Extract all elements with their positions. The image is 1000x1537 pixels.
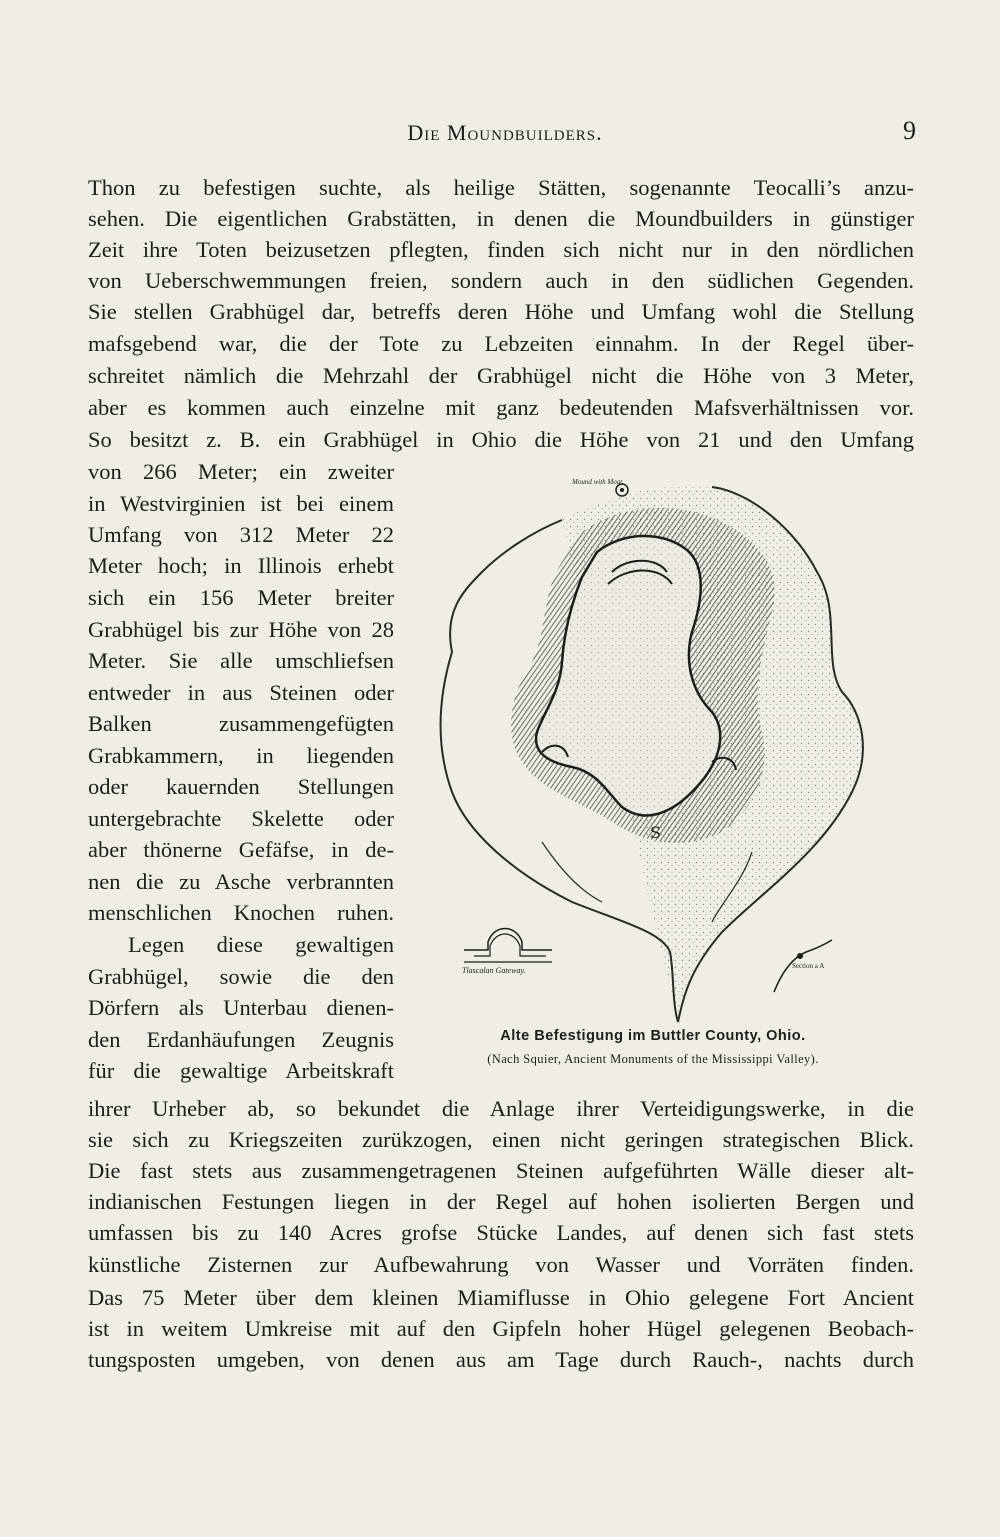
- text-line: Meter hoch; in Illinois erhebt: [88, 553, 394, 578]
- text-line: ihrer Urheber ab, so bekundet die Anlage ihrer Verteidigungswerke, in die: [88, 1096, 914, 1121]
- text-line: Die fast stets aus zusammengetragenen Steinen aufgeführten Wälle dieser alt-: [88, 1158, 914, 1183]
- text-line: Umfang von 312 Meter 22: [88, 522, 394, 547]
- figure-label-gateway: Tlascalan Gateway.: [462, 966, 526, 975]
- text-line: sich ein 156 Meter breiter: [88, 585, 394, 610]
- text-line: Legen diese gewaltigen: [128, 932, 394, 957]
- text-line: nen die zu Asche verbrannten: [88, 869, 394, 894]
- text-line: Zeit ihre Toten beizusetzen pflegten, finden sich nicht nur in den nördlichen: [88, 237, 914, 262]
- text-line: Grabhügel, sowie die den: [88, 964, 394, 989]
- text-line: entweder in aus Steinen oder: [88, 680, 394, 705]
- text-line: Dörfern als Unterbau dienen-: [88, 995, 394, 1020]
- text-line: für die gewaltige Arbeitskraft: [88, 1058, 394, 1083]
- text-line: Das 75 Meter über dem kleinen Miamiflusse in Ohio gelegene Fort Ancient: [88, 1285, 914, 1310]
- text-line: sie sich zu Kriegszeiten zurükzogen, einen nicht geringen strategischen Blick.: [88, 1127, 914, 1152]
- text-line: Meter. Sie alle umschliefsen: [88, 648, 394, 673]
- figure-label-top: Mound with Moat: [572, 478, 623, 486]
- text-line: Balken zusammengefügten: [88, 711, 394, 736]
- text-line: sehen. Die eigentlichen Grabstätten, in denen die Moundbuilders in günstiger: [88, 206, 914, 231]
- figure-label-section: Section a A: [792, 962, 825, 970]
- text-line: in Westvirginien ist bei einem: [88, 491, 394, 516]
- figure-caption-title: Alte Befestigung im Buttler County, Ohio.: [500, 1028, 806, 1044]
- text-line: Thon zu befestigen suchte, als heilige Stätten, sogenannte Teocalli’s anzu-: [88, 175, 914, 200]
- text-line: Grabhügel bis zur Höhe von 28: [88, 617, 394, 642]
- text-line: umfassen bis zu 140 Acres grofse Stücke Landes, auf denen sich fast stets: [88, 1220, 914, 1245]
- text-line: menschlichen Knochen ruhen.: [88, 900, 394, 925]
- text-line: schreitet nämlich die Mehrzahl der Grabhügel nicht die Höhe von 3 Meter,: [88, 363, 914, 388]
- text-line: aber thönerne Gefäfse, in de-: [88, 837, 394, 862]
- text-line: So besitzt z. B. ein Grabhügel in Ohio die Höhe von 21 und den Umfang: [88, 427, 914, 452]
- text-line: indianischen Festungen liegen in der Regel auf hohen isolierten Bergen und: [88, 1189, 914, 1214]
- text-line: tungsposten umgeben, von denen aus am Tage durch Rauch-, nachts durch: [88, 1347, 914, 1372]
- text-line: von 266 Meter; ein zweiter: [88, 459, 394, 484]
- text-line: mafsgebend war, die der Tote zu Lebzeiten einnahm. In der Regel über-: [88, 331, 914, 356]
- text-line: oder kauernden Stellungen: [88, 774, 394, 799]
- text-line: Sie stellen Grabhügel dar, betreffs deren Höhe und Umfang wohl die Stellung: [88, 299, 914, 324]
- svg-text:S: S: [650, 823, 661, 842]
- running-head: [90, 116, 920, 150]
- fort-plan-illustration: [422, 462, 882, 1028]
- text-line: aber es kommen auch einzelne mit ganz bedeutenden Mafsverhältnissen vor.: [88, 395, 914, 420]
- running-title: Die Moundbuilders.: [407, 120, 603, 145]
- text-line: ist in weitem Umkreise mit auf den Gipfeln hoher Hügel gelegenen Beobach-: [88, 1316, 914, 1341]
- text-line: künstliche Zisternen zur Aufbewahrung von Wasser und Vorräten finden.: [88, 1252, 914, 1277]
- text-line: von Ueberschwemmungen freien, sondern auch in den südlichen Gegenden.: [88, 268, 914, 293]
- text-line: den Erdanhäufungen Zeugnis: [88, 1027, 394, 1052]
- text-line: Grabkammern, in liegenden: [88, 743, 394, 768]
- figure-caption-source: (Nach Squier, Ancient Monuments of the Mississippi Valley).: [487, 1052, 819, 1066]
- text-line: untergebrachte Skelette oder: [88, 806, 394, 831]
- page-number: 9: [903, 116, 916, 145]
- fort-plan-figure: [422, 462, 882, 1028]
